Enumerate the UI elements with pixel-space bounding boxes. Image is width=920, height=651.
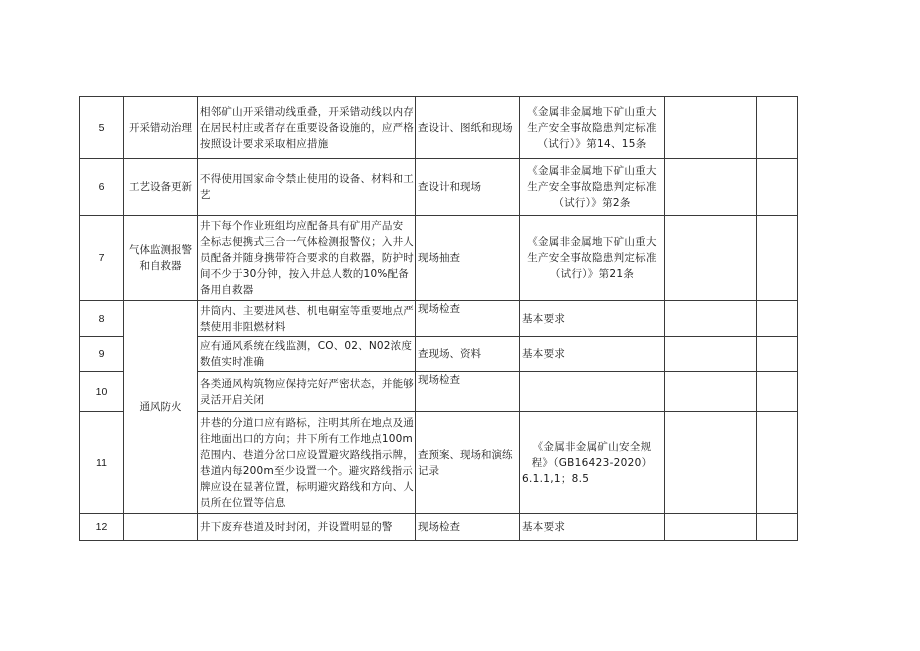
row-basis xyxy=(520,372,665,412)
row-result-cell xyxy=(665,159,757,216)
row-result-cell xyxy=(665,372,757,412)
row-number: 9 xyxy=(80,337,124,372)
row-number: 6 xyxy=(80,159,124,216)
row-result-cell xyxy=(665,337,757,372)
row-category: 开采错动治理 xyxy=(124,97,198,159)
table-row xyxy=(80,97,798,159)
row-method: 现场抽查 xyxy=(416,216,520,301)
row-requirement: 井巷的分道口应有路标，注明其所在地点及通 往地面出口的方向；井下所有工作地点100m 范围内、巷道分岔口应设置避灾路线指示牌， 巷道内每200m至少设置一个。避灾路线指示 牌应设在显著位置，标明避灾路线和方向、人 员所在位置等信息 xyxy=(198,412,416,514)
table-row xyxy=(80,159,798,216)
row-requirement: 井下每个作业班组均应配备具有矿用产品安 全标志便携式三合一气体检测报警仪；入井人 员配备并随身携带符合要求的自救器，防护时 间不少于30分钟，按入井总人数的10%配备 备用自救器 xyxy=(198,216,416,301)
row-category: 气体监测报警 和自救器 xyxy=(124,216,198,301)
row-number: 5 xyxy=(80,97,124,159)
row-remark-cell xyxy=(757,301,798,337)
row-method: 查预案、现场和演练 记录 xyxy=(416,412,520,514)
row-remark-cell xyxy=(757,372,798,412)
row-requirement: 井下废弃巷道及时封闭，并设置明显的警 xyxy=(198,514,416,541)
row-remark-cell xyxy=(757,159,798,216)
row-requirement: 各类通风构筑物应保持完好严密状态，并能够 灵活开启关闭 xyxy=(198,372,416,412)
row-number: 12 xyxy=(80,514,124,541)
row-method: 现场检查 xyxy=(416,372,520,412)
row-requirement: 不得使用国家命令禁止使用的设备、材料和工 艺 xyxy=(198,159,416,216)
merged-category: 通风防火 xyxy=(124,301,198,514)
row-method: 现场检查 xyxy=(416,514,520,541)
row-result-cell xyxy=(665,514,757,541)
row-remark-cell xyxy=(757,514,798,541)
row-basis: 《金属非金属矿山安全规 程》（GB16423-2020） 6.1.1,1；8.5 xyxy=(520,412,665,514)
row-basis: 基本要求 xyxy=(520,301,665,337)
row-remark-cell xyxy=(757,97,798,159)
row-basis: 《金属非金属地下矿山重大 生产安全事故隐患判定标准 （试行）》第21条 xyxy=(520,216,665,301)
row-number: 11 xyxy=(80,412,124,514)
row-requirement: 应有通风系统在线监测，CO、02、N02浓度 数值实时准确 xyxy=(198,337,416,372)
inspection-table xyxy=(79,96,798,541)
table-row xyxy=(80,301,798,337)
row-result-cell xyxy=(665,301,757,337)
row-result-cell xyxy=(665,412,757,514)
row-result-cell xyxy=(665,97,757,159)
row-basis: 基本要求 xyxy=(520,337,665,372)
row-basis: 基本要求 xyxy=(520,514,665,541)
table-row xyxy=(80,216,798,301)
row-requirement: 相邻矿山开采错动线重叠，开采错动线以内存 在居民村庄或者存在重要设备设施的，应严格 按照设计要求采取相应措施 xyxy=(198,97,416,159)
row-method: 查设计和现场 xyxy=(416,159,520,216)
row-method: 查现场、资料 xyxy=(416,337,520,372)
table-row xyxy=(80,514,798,541)
row-number: 7 xyxy=(80,216,124,301)
row-method: 查设计、图纸和现场 xyxy=(416,97,520,159)
row-method: 现场检查 xyxy=(416,301,520,337)
row-category xyxy=(124,514,198,541)
row-basis: 《金属非金属地下矿山重大 生产安全事故隐患判定标准 （试行）》第14、15条 xyxy=(520,97,665,159)
row-basis: 《金属非金属地下矿山重大 生产安全事故隐患判定标准 （试行）》第2条 xyxy=(520,159,665,216)
row-remark-cell xyxy=(757,337,798,372)
row-category: 工艺设备更新 xyxy=(124,159,198,216)
row-number: 8 xyxy=(80,301,124,337)
row-requirement: 井筒内、主要进风巷、机电硐室等重要地点严 禁使用非阻燃材料 xyxy=(198,301,416,337)
row-result-cell xyxy=(665,216,757,301)
row-remark-cell xyxy=(757,216,798,301)
row-number: 10 xyxy=(80,372,124,412)
row-remark-cell xyxy=(757,412,798,514)
